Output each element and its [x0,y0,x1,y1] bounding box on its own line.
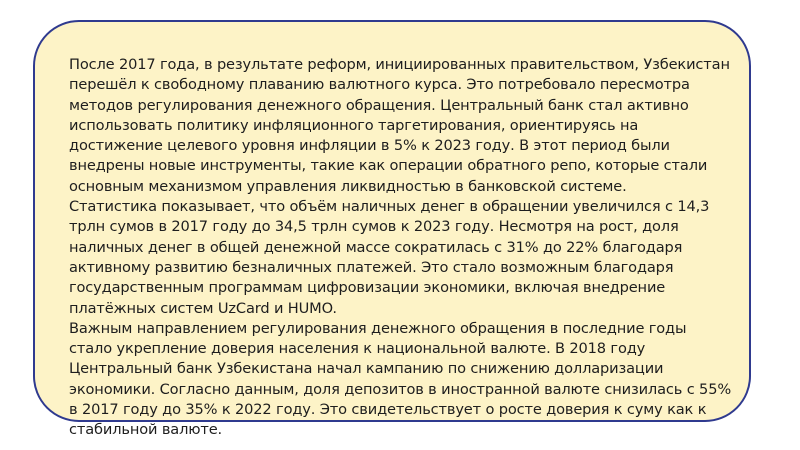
paragraph-statistics: Статистика показывает, что объём наличных денег в обращении увеличился с 14,3 трлн сумов в 2017 году до 34,5 трлн сумов к 2023 году. Несмотря на рост, доля наличных денег в общей денежной массе сократилась с 31% до 22% благодаря активному развитию безналичных платежей. Это стало возможным благодаря государственным программам цифровизации экономики, включая внедрение платёжных систем UzCard и HUMO. [69,198,710,317]
paragraph-dollarization: Важным направлением регулирования денежного обращения в последние годы стало укрепление доверия населения к национальной валюте. В 2018 году Центральный банк Узбекистана начал кампанию по снижению долларизации экономики. Согласно данным, доля депозитов в иностранной валюте снизилась с 55% в 2017 году до 35% к 2022 году. Это свидетельствует о росте доверия к суму как к стабильной валюте. [69,319,732,439]
text-body [69,55,733,441]
text-card [33,20,751,439]
paragraph-reforms: После 2017 года, в результате реформ, инициированных правительством, Узбекистан перешёл к свободному плаванию валютного курса. Это потребовало пересмотра методов регулирования денежного обращения. Центральный банк стал активно использовать политику инфляционного таргетирования, ориентируясь на достижение целевого уровня инфляции в 5% к 2023 году. В этот период были внедрены новые инструменты, такие как операции обратного репо, которые стали основным механизмом управления ликвидностью в банковской системе. [69,56,730,195]
